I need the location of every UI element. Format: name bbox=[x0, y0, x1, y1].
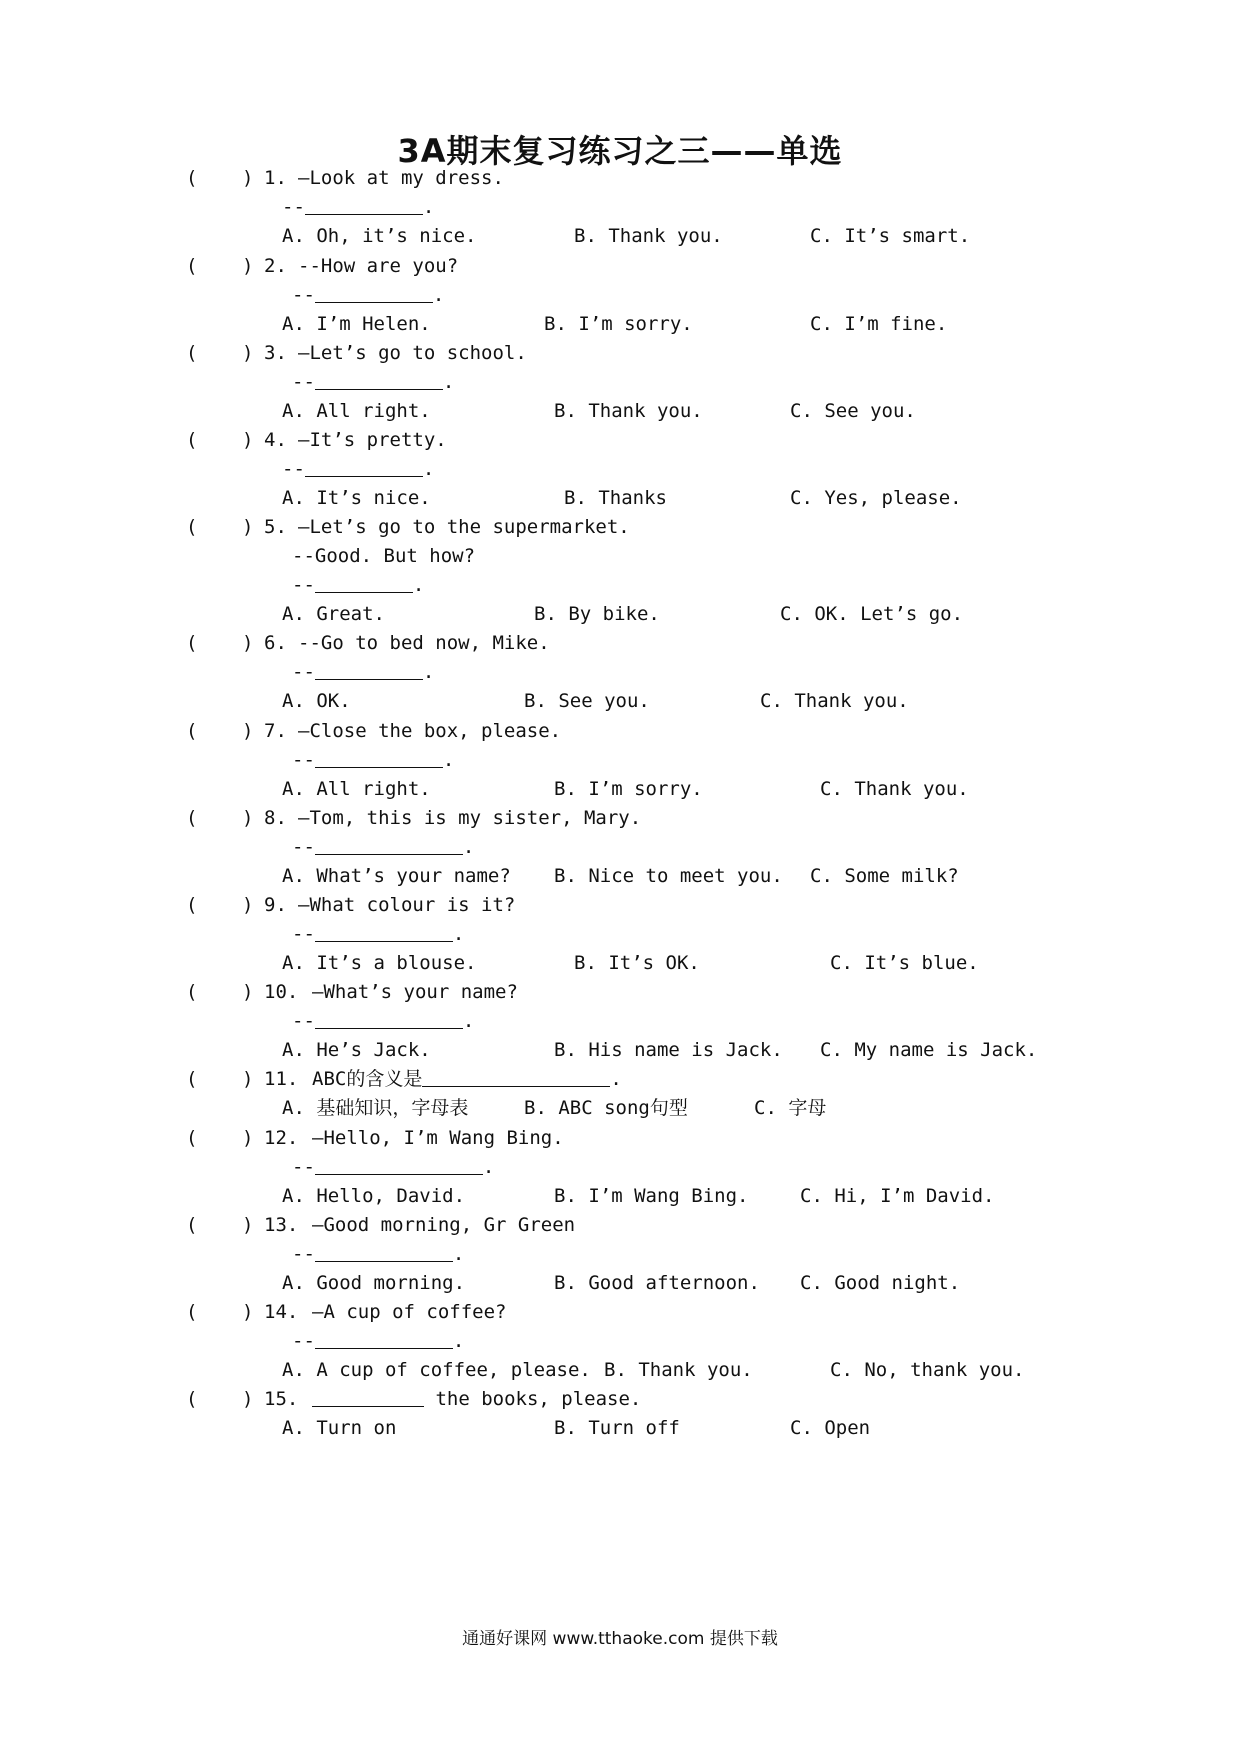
question-7-response-line bbox=[292, 745, 454, 775]
paren-left: ( bbox=[186, 516, 198, 538]
paren-left: ( bbox=[186, 632, 198, 654]
question-14-stem-line bbox=[0, 1297, 1240, 1327]
response-dash: -- bbox=[282, 196, 305, 218]
question-7-stem-line bbox=[0, 716, 1240, 746]
question-10-option-c[interactable]: C. My name is Jack. bbox=[820, 1039, 1038, 1061]
stem-text: –What colour is it? bbox=[298, 894, 516, 916]
question-stem bbox=[298, 512, 630, 542]
paren-right: ) bbox=[242, 342, 254, 364]
response-end: . bbox=[482, 1156, 495, 1178]
question-2-option-a[interactable]: A. I’m Helen. bbox=[282, 313, 431, 335]
paren-left: ( bbox=[186, 894, 198, 916]
question-9-option-a[interactable]: A. It’s a blouse. bbox=[282, 952, 477, 974]
question-14-response-line bbox=[292, 1326, 464, 1356]
question-4-option-a[interactable]: A. It’s nice. bbox=[282, 487, 431, 509]
question-4-option-c[interactable]: C. Yes, please. bbox=[790, 487, 962, 509]
paren-left: ( bbox=[186, 1127, 198, 1149]
paren-right: ) bbox=[242, 894, 254, 916]
response-dash: -- bbox=[292, 284, 315, 306]
question-15-option-c[interactable]: C. Open bbox=[790, 1417, 871, 1439]
question-9-option-b[interactable]: B. It’s OK. bbox=[574, 952, 700, 974]
question-8-stem-line bbox=[0, 803, 1240, 833]
question-14-option-b[interactable]: B. Thank you. bbox=[604, 1359, 753, 1381]
paren-right: ) bbox=[242, 1388, 254, 1410]
question-11-option-c[interactable]: C. 字母 bbox=[754, 1097, 827, 1119]
question-stem bbox=[312, 1123, 564, 1153]
stem-text: –Let’s go to the supermarket. bbox=[298, 516, 630, 538]
answer-blank[interactable] bbox=[305, 456, 423, 477]
question-stem bbox=[312, 977, 518, 1007]
question-stem bbox=[298, 163, 504, 193]
question-9-option-c[interactable]: C. It’s blue. bbox=[830, 952, 979, 974]
question-8-option-c[interactable]: C. Some milk? bbox=[810, 865, 959, 887]
stem-text: --How are you? bbox=[298, 255, 459, 277]
response-dash: -- bbox=[292, 574, 315, 596]
question-10-option-a[interactable]: A. He’s Jack. bbox=[282, 1039, 431, 1061]
question-6-option-a[interactable]: A. OK. bbox=[282, 690, 351, 712]
page-title: 3A期末复习练习之三——单选 bbox=[397, 132, 843, 170]
question-2-response-line bbox=[292, 280, 444, 310]
answer-blank[interactable] bbox=[315, 659, 423, 680]
question-number: 3. bbox=[264, 342, 287, 364]
response-dash: -- bbox=[292, 749, 315, 771]
question-number: 8. bbox=[264, 807, 287, 829]
paren-left: ( bbox=[186, 1214, 198, 1236]
question-number: 7. bbox=[264, 720, 287, 742]
question-10-response-line bbox=[292, 1006, 474, 1036]
question-3-response-line bbox=[292, 367, 454, 397]
question-stem bbox=[312, 1384, 641, 1414]
question-stem bbox=[298, 338, 527, 368]
question-10-option-b[interactable]: B. His name is Jack. bbox=[554, 1039, 783, 1061]
stem-text: –Good morning, Gr Green bbox=[312, 1214, 576, 1236]
paren-right: ) bbox=[242, 167, 254, 189]
paren-left: ( bbox=[186, 255, 198, 277]
response-dash: -- bbox=[292, 923, 315, 945]
paren-left: ( bbox=[186, 981, 198, 1003]
question-11-option-b[interactable]: B. ABC song句型 bbox=[524, 1097, 688, 1119]
response-end: . bbox=[442, 749, 455, 771]
question-1-option-a[interactable]: A. Oh, it’s nice. bbox=[282, 225, 477, 247]
question-2-stem-line bbox=[0, 251, 1240, 281]
response-end: . bbox=[462, 836, 475, 858]
paren-right: ) bbox=[242, 516, 254, 538]
paren-right: ) bbox=[242, 429, 254, 451]
paren-right: ) bbox=[242, 1214, 254, 1236]
question-6-option-b[interactable]: B. See you. bbox=[524, 690, 650, 712]
stem-text: –Tom, this is my sister, Mary. bbox=[298, 807, 642, 829]
stem-text: –What’s your name? bbox=[312, 981, 518, 1003]
question-13-response-line bbox=[292, 1239, 464, 1269]
paren-left: ( bbox=[186, 342, 198, 364]
question-11-option-a[interactable]: A. 基础知识，字母表 bbox=[282, 1097, 469, 1119]
question-6-stem-line bbox=[0, 628, 1240, 658]
question-2-option-c[interactable]: C. I’m fine. bbox=[810, 313, 948, 335]
response-end: . bbox=[432, 284, 445, 306]
question-7-option-c[interactable]: C. Thank you. bbox=[820, 778, 969, 800]
question-1-stem-line bbox=[0, 163, 1240, 193]
stem-end: . bbox=[610, 1068, 622, 1090]
question-stem bbox=[298, 628, 550, 658]
answer-blank[interactable] bbox=[315, 747, 443, 768]
question-stem bbox=[298, 803, 641, 833]
question-4-stem-line bbox=[0, 425, 1240, 455]
stem-text: ABC的含义是 bbox=[312, 1068, 423, 1090]
question-1-response-line bbox=[282, 192, 434, 222]
paren-right: ) bbox=[242, 981, 254, 1003]
question-12-option-b[interactable]: B. I’m Wang Bing. bbox=[554, 1185, 749, 1207]
response-dash: -- bbox=[292, 1156, 315, 1178]
question-9-response-line bbox=[292, 919, 464, 949]
question-stem bbox=[298, 251, 458, 281]
question-14-option-a[interactable]: A. A cup of coffee, please. bbox=[282, 1359, 591, 1381]
question-number: 11. bbox=[264, 1068, 299, 1090]
answer-blank[interactable] bbox=[315, 369, 443, 390]
stem-text: –Look at my dress. bbox=[298, 167, 504, 189]
question-5-option-b[interactable]: B. By bike. bbox=[534, 603, 660, 625]
answer-blank[interactable] bbox=[315, 572, 413, 593]
question-13-stem-line bbox=[0, 1210, 1240, 1240]
question-15-stem-line bbox=[0, 1384, 1240, 1414]
question-6-response-line bbox=[292, 657, 434, 687]
question-number: 4. bbox=[264, 429, 287, 451]
question-4-option-b[interactable]: B. Thanks bbox=[564, 487, 667, 509]
stem-text: --Go to bed now, Mike. bbox=[298, 632, 550, 654]
question-3-stem-line bbox=[0, 338, 1240, 368]
question-15-option-a[interactable]: A. Turn on bbox=[282, 1417, 397, 1439]
question-stem bbox=[298, 890, 515, 920]
question-6-option-c[interactable]: C. Thank you. bbox=[760, 690, 909, 712]
question-5-stem-line bbox=[0, 512, 1240, 542]
response-dash: -- bbox=[282, 458, 305, 480]
question-9-stem-line bbox=[0, 890, 1240, 920]
response-end: . bbox=[452, 1243, 465, 1265]
question-stem bbox=[298, 425, 447, 455]
stem-text: –Let’s go to school. bbox=[298, 342, 527, 364]
response-end: . bbox=[442, 371, 455, 393]
question-8-option-b[interactable]: B. Nice to meet you. bbox=[554, 865, 783, 887]
question-1-option-c[interactable]: C. It’s smart. bbox=[810, 225, 971, 247]
response-end: . bbox=[452, 1330, 465, 1352]
question-1-option-b[interactable]: B. Thank you. bbox=[574, 225, 723, 247]
question-number: 1. bbox=[264, 167, 287, 189]
question-7-option-b[interactable]: B. I’m sorry. bbox=[554, 778, 703, 800]
answer-blank[interactable] bbox=[315, 1008, 463, 1029]
question-2-option-b[interactable]: B. I’m sorry. bbox=[544, 313, 693, 335]
paren-left: ( bbox=[186, 1068, 198, 1090]
question-11-stem-line bbox=[0, 1064, 1240, 1094]
question-number: 15. bbox=[264, 1388, 299, 1410]
paren-right: ) bbox=[242, 1301, 254, 1323]
question-stem bbox=[298, 716, 561, 746]
question-number: 13. bbox=[264, 1214, 299, 1236]
question-number: 2. bbox=[264, 255, 287, 277]
answer-blank[interactable] bbox=[315, 1328, 453, 1349]
question-5-dialogue-line: --Good. But how? bbox=[292, 545, 476, 567]
question-stem bbox=[312, 1297, 506, 1327]
response-end: . bbox=[422, 661, 435, 683]
paren-right: ) bbox=[242, 632, 254, 654]
question-12-option-c[interactable]: C. Hi, I’m David. bbox=[800, 1185, 995, 1207]
response-dash: -- bbox=[292, 1330, 315, 1352]
answer-blank[interactable] bbox=[315, 282, 433, 303]
question-5-option-a[interactable]: A. Great. bbox=[282, 603, 385, 625]
question-stem bbox=[312, 1210, 575, 1240]
stem-text: the books, please. bbox=[424, 1388, 642, 1410]
paren-left: ( bbox=[186, 720, 198, 742]
question-7-option-a[interactable]: A. All right. bbox=[282, 778, 431, 800]
question-5-option-c[interactable]: C. OK. Let’s go. bbox=[780, 603, 964, 625]
question-13-option-b[interactable]: B. Good afternoon. bbox=[554, 1272, 760, 1294]
stem-text: –It’s pretty. bbox=[298, 429, 447, 451]
paren-right: ) bbox=[242, 1068, 254, 1090]
paren-left: ( bbox=[186, 1301, 198, 1323]
response-dash: -- bbox=[292, 1243, 315, 1265]
paren-right: ) bbox=[242, 720, 254, 742]
question-12-response-line bbox=[292, 1152, 494, 1182]
answer-blank[interactable] bbox=[305, 194, 423, 215]
question-8-response-line bbox=[292, 832, 474, 862]
answer-blank[interactable] bbox=[312, 1386, 424, 1407]
question-number: 12. bbox=[264, 1127, 299, 1149]
response-dash: -- bbox=[292, 661, 315, 683]
response-dash: -- bbox=[292, 836, 315, 858]
question-3-option-a[interactable]: A. All right. bbox=[282, 400, 431, 422]
paren-left: ( bbox=[186, 429, 198, 451]
paren-left: ( bbox=[186, 807, 198, 829]
paren-left: ( bbox=[186, 167, 198, 189]
response-end: . bbox=[422, 196, 435, 218]
answer-blank[interactable] bbox=[422, 1066, 610, 1087]
answer-blank[interactable] bbox=[315, 921, 453, 942]
paren-right: ) bbox=[242, 1127, 254, 1149]
question-10-stem-line bbox=[0, 977, 1240, 1007]
paren-left: ( bbox=[186, 1388, 198, 1410]
question-number: 14. bbox=[264, 1301, 299, 1323]
question-14-option-c[interactable]: C. No, thank you. bbox=[830, 1359, 1025, 1381]
response-end: . bbox=[412, 574, 425, 596]
answer-blank[interactable] bbox=[315, 834, 463, 855]
paren-right: ) bbox=[242, 255, 254, 277]
response-end: . bbox=[422, 458, 435, 480]
answer-blank[interactable] bbox=[315, 1154, 483, 1175]
response-dash: -- bbox=[292, 1010, 315, 1032]
question-13-option-a[interactable]: A. Good morning. bbox=[282, 1272, 466, 1294]
stem-text: –Close the box, please. bbox=[298, 720, 562, 742]
question-13-option-c[interactable]: C. Good night. bbox=[800, 1272, 961, 1294]
response-dash: -- bbox=[292, 371, 315, 393]
question-3-option-b[interactable]: B. Thank you. bbox=[554, 400, 703, 422]
question-4-response-line bbox=[282, 454, 434, 484]
paren-right: ) bbox=[242, 807, 254, 829]
question-15-option-b[interactable]: B. Turn off bbox=[554, 1417, 680, 1439]
answer-blank[interactable] bbox=[315, 1241, 453, 1262]
question-number: 6. bbox=[264, 632, 287, 654]
question-number: 10. bbox=[264, 981, 299, 1003]
response-end: . bbox=[452, 923, 465, 945]
question-12-stem-line bbox=[0, 1123, 1240, 1153]
response-end: . bbox=[462, 1010, 475, 1032]
question-12-option-a[interactable]: A. Hello, David. bbox=[282, 1185, 466, 1207]
stem-text: –Hello, I’m Wang Bing. bbox=[312, 1127, 564, 1149]
question-number: 9. bbox=[264, 894, 287, 916]
question-8-option-a[interactable]: A. What’s your name? bbox=[282, 865, 511, 887]
question-stem bbox=[312, 1064, 622, 1094]
footer-credit: 通通好课网 www.tthaoke.com 提供下载 bbox=[462, 1629, 778, 1649]
question-number: 5. bbox=[264, 516, 287, 538]
question-5-response-line bbox=[292, 570, 424, 600]
question-3-option-c[interactable]: C. See you. bbox=[790, 400, 916, 422]
stem-text: –A cup of coffee? bbox=[312, 1301, 507, 1323]
